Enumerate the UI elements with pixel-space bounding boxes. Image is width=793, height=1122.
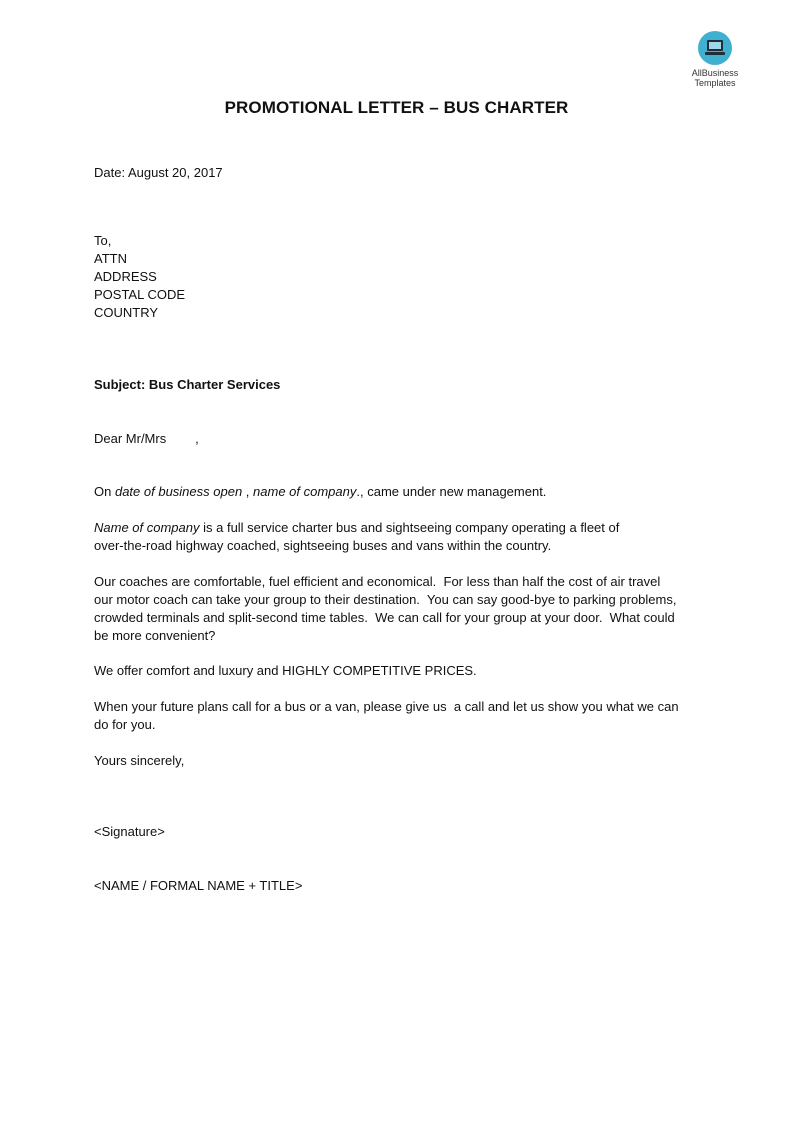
para1-sep: , — [242, 484, 254, 499]
para1-business-date: date of business open — [114, 484, 243, 499]
logo-name-line1: AllBusiness — [691, 68, 739, 78]
para2-tail: is a full service charter bus and sightseeing company operating a fleet of — [199, 520, 620, 535]
letter-title: PROMOTIONAL LETTER – BUS CHARTER — [224, 98, 569, 117]
para2-company-name: Name of company — [94, 520, 200, 535]
paragraph-future-line1: When your future plans call for a bus or a van, please give us a call and let us show you what we can — [94, 699, 679, 714]
paragraph-company-line1 — [94, 519, 619, 537]
paragraph-company-line2: over-the-road highway coached, sightseeing buses and vans within the country. — [94, 538, 552, 553]
date-line: Date: August 20, 2017 — [94, 165, 223, 180]
para1-lead: On — [94, 484, 115, 499]
closing: Yours sincerely, — [94, 753, 185, 768]
paragraph-coaches-line3: crowded terminals and split-second time tables. We can call for your group at your door. What could — [94, 610, 675, 625]
paragraph-future-line2: do for you. — [94, 717, 156, 732]
paragraph-coaches-line1: Our coaches are comfortable, fuel efficient and economical. For less than half the cost of air travel — [94, 574, 661, 589]
paragraph-offer: We offer comfort and luxury and HIGHLY COMPETITIVE PRICES. — [94, 663, 477, 678]
paragraph-intro — [94, 483, 546, 501]
salutation: Dear Mr/Mrs , — [94, 431, 199, 446]
signature-placeholder: <Signature> — [94, 824, 165, 839]
para1-tail: ., came under new management. — [356, 484, 547, 499]
logo-badge — [698, 31, 732, 65]
address-postal: POSTAL CODE — [94, 287, 186, 302]
address-to: To, — [94, 233, 112, 248]
logo-name — [684, 68, 746, 88]
subject-line: Subject: Bus Charter Services — [94, 377, 281, 392]
address-country: COUNTRY — [94, 305, 159, 320]
name-title-placeholder: <NAME / FORMAL NAME + TITLE> — [94, 878, 303, 893]
laptop-icon — [704, 39, 726, 57]
paragraph-coaches-line2: our motor coach can take your group to their destination. You can say good-bye to parking problems, — [94, 592, 677, 607]
para1-company-name: name of company — [253, 484, 357, 499]
logo-name-line2: Templates — [694, 78, 736, 88]
paragraph-coaches-line4: be more convenient? — [94, 628, 216, 643]
address-street: ADDRESS — [94, 269, 157, 284]
address-attn: ATTN — [94, 251, 127, 266]
company-logo — [684, 31, 746, 88]
